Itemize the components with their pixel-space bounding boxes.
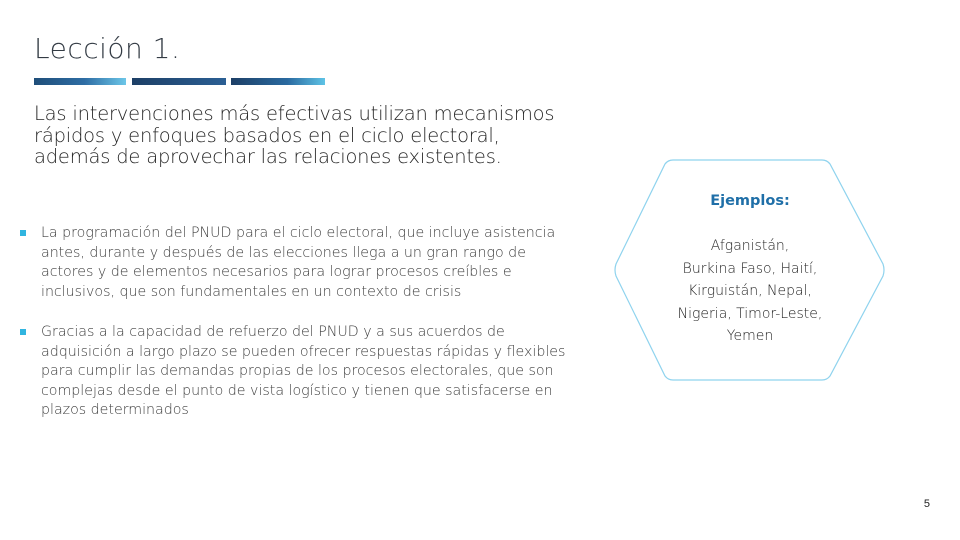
bullet-item xyxy=(20,224,572,302)
slide-title: Lección 1. xyxy=(34,32,181,65)
examples-line: Kirguistán, Nepal, xyxy=(688,283,812,299)
bullet-text: La programación del PNUD para el ciclo electoral, que incluye asistencia antes, durante y después de las elecciones llega a un gran rango de actores y de elementos necesarios para lograr procesos creíbles e inclusivos, que son fundamentales en un contexto de crisis xyxy=(41,225,556,300)
bullet-text: Gracias a la capacidad de refuerzo del PNUD y a sus acuerdos de adquisición a largo plazo se pueden ofrecer respuestas rápidas y flexibles para cumplir las demandas propias de los procesos electorales, que son complejas desde el punto de vista logístico y tienen que satisfacerse en plazos determinados xyxy=(41,324,566,418)
title-accent-bar-1 xyxy=(34,78,126,85)
examples-line: Burkina Faso, Haití, xyxy=(682,260,818,277)
examples-line: Afganistán, xyxy=(710,238,790,254)
examples-line: Yemen xyxy=(726,328,774,344)
bullet-item xyxy=(20,323,572,421)
page-number: 5 xyxy=(923,498,930,510)
examples-line: Nigeria, Timor-Leste, xyxy=(677,305,823,322)
examples-list xyxy=(660,235,840,348)
title-accent-bar-2 xyxy=(132,78,226,85)
examples-label: Ejemplos: xyxy=(710,193,790,209)
slide-heading: Las intervenciones más efectivas utilizan mecanismos rápidos y enfoques basados en el ciclo electoral, además de aprovechar las relaciones existentes. xyxy=(34,102,555,168)
examples-box xyxy=(660,158,840,382)
bullet-list xyxy=(20,224,572,442)
square-bullet-icon xyxy=(20,329,26,335)
title-accent-bar-3 xyxy=(231,78,325,85)
square-bullet-icon xyxy=(20,230,26,236)
